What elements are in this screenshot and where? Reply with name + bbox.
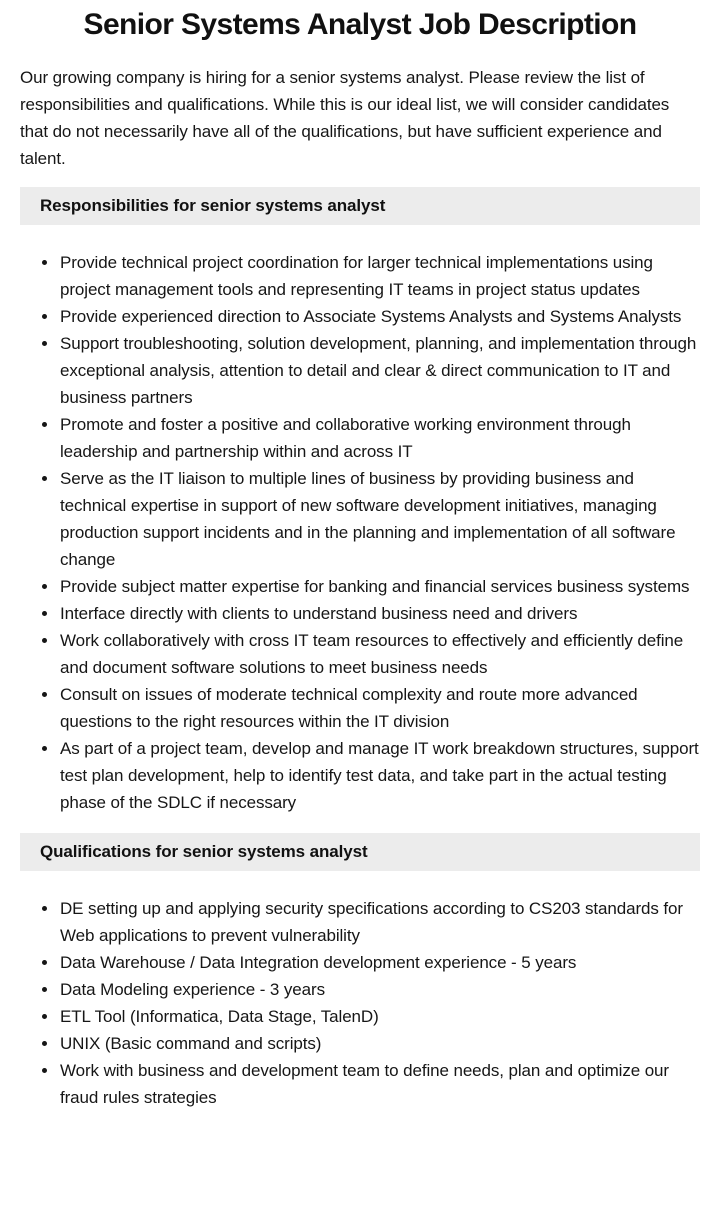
list-item: Support troubleshooting, solution development, planning, and implementation through exceptional analysis, attention to detail and clear & direct communication to IT and business partners [60,330,702,411]
list-item: Promote and foster a positive and collaborative working environment through leadership and partnership within and across IT [60,411,702,465]
page-title: Senior Systems Analyst Job Description [83,8,637,41]
list-item: Data Warehouse / Data Integration development experience - 5 years [60,949,702,976]
list-item: Provide subject matter expertise for banking and financial services business systems [60,573,702,600]
list-item: Serve as the IT liaison to multiple lines of business by providing business and technical expertise in support of new software development initiatives, managing production support incidents and in the planning and implementation of all software change [60,465,702,573]
list-item: Interface directly with clients to understand business need and drivers [60,600,702,627]
qualifications-section [0,833,720,1111]
list-item: Provide experienced direction to Associate Systems Analysts and Systems Analysts [60,303,702,330]
list-item: As part of a project team, develop and manage IT work breakdown structures, support test plan development, help to identify test data, and take part in the actual testing phase of the SDLC if necessary [60,735,702,816]
list-item: Provide technical project coordination for larger technical implementations using project management tools and representing IT teams in project status updates [60,249,702,303]
list-item: ETL Tool (Informatica, Data Stage, TalenD) [60,1003,702,1030]
qualifications-list [0,895,702,1111]
list-item: UNIX (Basic command and scripts) [60,1030,702,1057]
responsibilities-section [0,187,720,816]
responsibilities-list [0,249,702,816]
qualifications-section-heading: Qualifications for senior systems analyst [20,833,700,871]
list-item: Consult on issues of moderate technical complexity and route more advanced questions to the right resources within the IT division [60,681,702,735]
list-item: Work collaboratively with cross IT team resources to effectively and efficiently define and document software solutions to meet business needs [60,627,702,681]
responsibilities-section-heading: Responsibilities for senior systems analyst [20,187,700,225]
intro-paragraph: Our growing company is hiring for a senior systems analyst. Please review the list of responsibilities and qualifications. While this is our ideal list, we will consider candidates that do not necessarily have all of the qualifications, but have sufficient experience and talent. [20,68,670,168]
list-item: Work with business and development team to define needs, plan and optimize our fraud rules strategies [60,1057,702,1111]
list-item: Data Modeling experience - 3 years [60,976,702,1003]
list-item: DE setting up and applying security specifications according to CS203 standards for Web applications to prevent vulnerability [60,895,702,949]
